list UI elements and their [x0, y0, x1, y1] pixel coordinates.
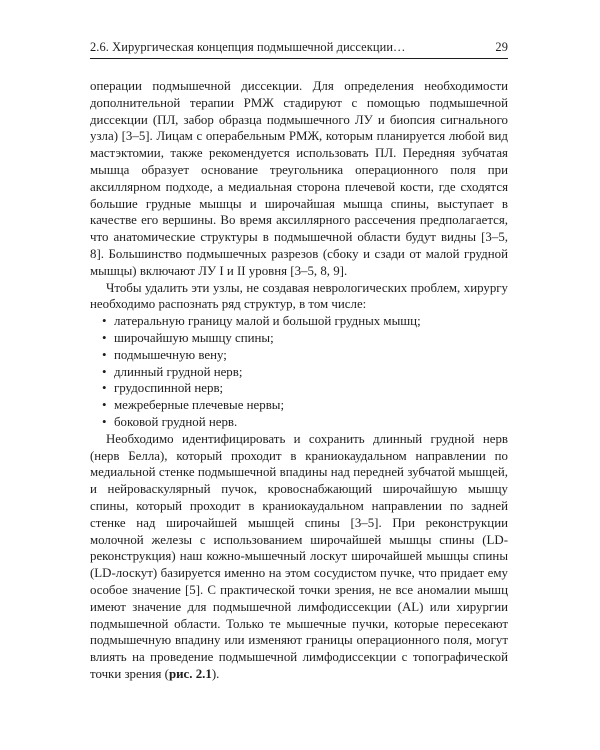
paragraph-2: Чтобы удалить эти узлы, не создавая неврологических проблем, хирургу необходимо распознать ряд структур, в том числе: — [90, 280, 508, 312]
chapter-title: 2.6. Хирургическая концепция подмышечной диссекции… — [90, 40, 406, 54]
figure-reference[interactable]: рис. 2.1 — [168, 666, 212, 681]
list-item: • подмышечную вену; — [90, 347, 508, 364]
paragraph-1: операции подмышечной диссекции. Для определения необходимости дополнительной терапии РМЖ стадируют с помощью подмышечной диссекции (ПЛ, забор образца подмышечного ЛУ и биопсия сигнального узла) [3–5]. Лицам с операбельным РМЖ, которым планируется любой вид мастэктомии, также рекомендуется использовать ПЛ. Передняя зубчатая мышца образует основание треугольника операционного поля при аксиллярном подходе, а медиальная сторона плечевой кости, где сходятся большие грудные мышцы и широчайшая мышца спины, выступает в качестве его вершины. Во время аксиллярного рассечения предполагается, что анатомические структуры в подмышечной области будут видны [3–5, 8]. Большинство подмышечных разрезов (сбоку и сзади от малой грудной мышцы) включают ЛУ I и II уровня [3–5, 8, 9]. — [90, 79, 508, 278]
list-item: • широчайшую мышцу спины; — [90, 330, 508, 347]
list-item: • боковой грудной нерв. — [90, 414, 508, 431]
paragraph-3-tail: ). — [211, 666, 220, 681]
paragraph-3-text: Необходимо идентифицировать и сохранить длинный грудной нерв (нерв Белла), который проходит в краниокаудальном направлении по медиальной стенке подмышечной впадины над передней зубчатой мышцей, и нейроваскулярный пучок, кровоснабжающий широчайшую мышцу спины, который проходит в краниокаудальном направлении по задней стенке над широчайшей мышцей спины [3–5]. При реконструкции молочной железы с использованием широчайшей мышцы спины (LD-реконструкция) наш кожно-мышечный лоскут широчайшей мышцы спины (LD-лоскут) базируется именно на этом сосудистом пучке, что придает ему особое значение [5]. С практической точки зрения, не все аномалии мышц имеют значение для подмышечной лимфодиссекции (AL) или хирургии подмышечной области. Только те мышечные пучки, которые пересекают подмышечную впадину или изменяют границы операционного поля, могут влиять на проведение подмышечной лимфодиссекции с топографической точки зрения ( — [90, 431, 508, 681]
running-header — [90, 40, 508, 55]
page-body — [90, 78, 508, 683]
list-item: • длинный грудной нерв; — [90, 364, 508, 381]
list-item: • грудоспинной нерв; — [90, 380, 508, 397]
page-number: 29 — [495, 40, 508, 54]
structure-list — [90, 313, 508, 431]
list-item: • латеральную границу малой и большой грудных мышц; — [90, 313, 508, 330]
paragraph-3 — [90, 431, 508, 683]
list-item: • межреберные плечевые нервы; — [90, 397, 508, 414]
header-rule — [90, 58, 508, 59]
